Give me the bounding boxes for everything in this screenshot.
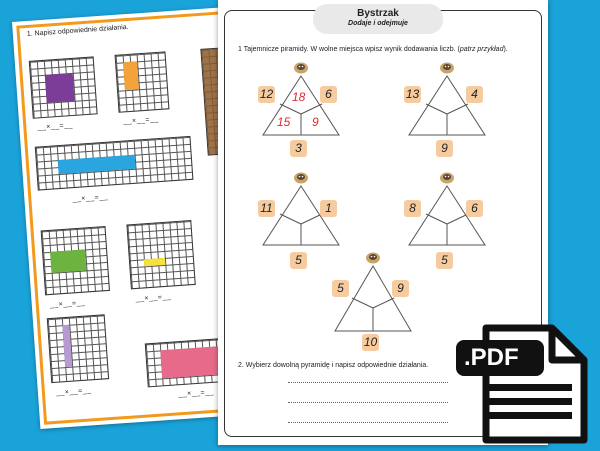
- pyramid-3-bottom: 5: [290, 252, 307, 269]
- formula-blank-5: __×__=__: [135, 293, 172, 304]
- dog-icon: [365, 252, 381, 264]
- worksheet-title: Bystrzak: [357, 8, 399, 19]
- pyramid-1-inner-right: 9: [312, 115, 319, 129]
- grid-2: [115, 51, 170, 112]
- pdf-document-graphic: [452, 322, 594, 446]
- grid-6: [126, 220, 195, 289]
- answer-line-2: [288, 402, 448, 403]
- pyramid-1-left: 12: [259, 87, 274, 101]
- formula-blank-4: __×__=__: [49, 299, 86, 310]
- dog-icon: [439, 172, 455, 184]
- yellow-fill: [144, 258, 165, 266]
- pyramid-5-bottom: 10: [363, 335, 378, 349]
- pyramid-5-left: 5: [332, 280, 349, 297]
- pyramid-5: [326, 252, 420, 356]
- pyramid-2-left: 13: [405, 87, 420, 101]
- dog-icon: [293, 172, 309, 184]
- pyramid-4-right: 6: [466, 200, 483, 217]
- pyramid-3-right: 1: [320, 200, 337, 217]
- answer-line-3: [288, 422, 448, 423]
- green-fill: [50, 249, 86, 272]
- answer-line-1: [288, 382, 448, 383]
- task1-example: patrz przykład: [459, 46, 504, 53]
- pyramid-1-inner-top: 18: [292, 90, 306, 104]
- grid-1: [29, 56, 98, 118]
- back-worksheet-instruction: 1. Napisz odpowiednie działania.: [26, 23, 129, 38]
- formula-blank-3: __×__=__: [72, 193, 109, 204]
- grid-7: [47, 314, 109, 383]
- lavender-fill: [62, 325, 72, 367]
- pyramid-2: [400, 62, 494, 166]
- pyramid-4-left: 8: [404, 200, 421, 217]
- pyramid-1-bottom: 3: [290, 140, 307, 157]
- blue-fill: [58, 155, 136, 174]
- pyramid-4-bottom: 5: [436, 252, 453, 269]
- formula-blank-2: __×__=__: [123, 116, 159, 126]
- task1-suffix: ).: [503, 46, 508, 53]
- purple-fill: [45, 73, 75, 103]
- pyramid-1: [254, 62, 348, 166]
- formula-blank-7: __×__=__: [178, 388, 215, 399]
- pdf-label: .PDF: [464, 344, 519, 371]
- formula-blank-1: __×__=__: [37, 122, 74, 132]
- task1-prefix: 1 Tajemnicze piramidy. W wolne miejsca wpisz wynik dodawania liczb. (: [238, 46, 460, 53]
- dog-icon: [293, 62, 309, 74]
- pyramid-2-right: 4: [466, 86, 483, 103]
- pyramid-1-inner-left: 15: [277, 115, 291, 129]
- orange-fill: [123, 61, 139, 90]
- task1-instruction: [238, 46, 508, 53]
- dog-icon: [439, 62, 455, 74]
- pyramid-3-left: 11: [258, 200, 275, 217]
- header-tab: [313, 4, 443, 34]
- grid-5: [41, 226, 110, 295]
- pyramid-2-bottom: 9: [436, 140, 453, 157]
- pyramid-1-right: 6: [320, 86, 337, 103]
- pdf-file-icon: [452, 322, 594, 446]
- task2-instruction: 2. Wybierz dowolną pyramidę i napisz odpowiednie działania.: [238, 362, 429, 369]
- pyramid-5-right: 9: [392, 280, 409, 297]
- formula-blank-6: __×__=__: [55, 387, 92, 397]
- worksheet-subtitle: Dodaje i odejmuje: [348, 20, 408, 27]
